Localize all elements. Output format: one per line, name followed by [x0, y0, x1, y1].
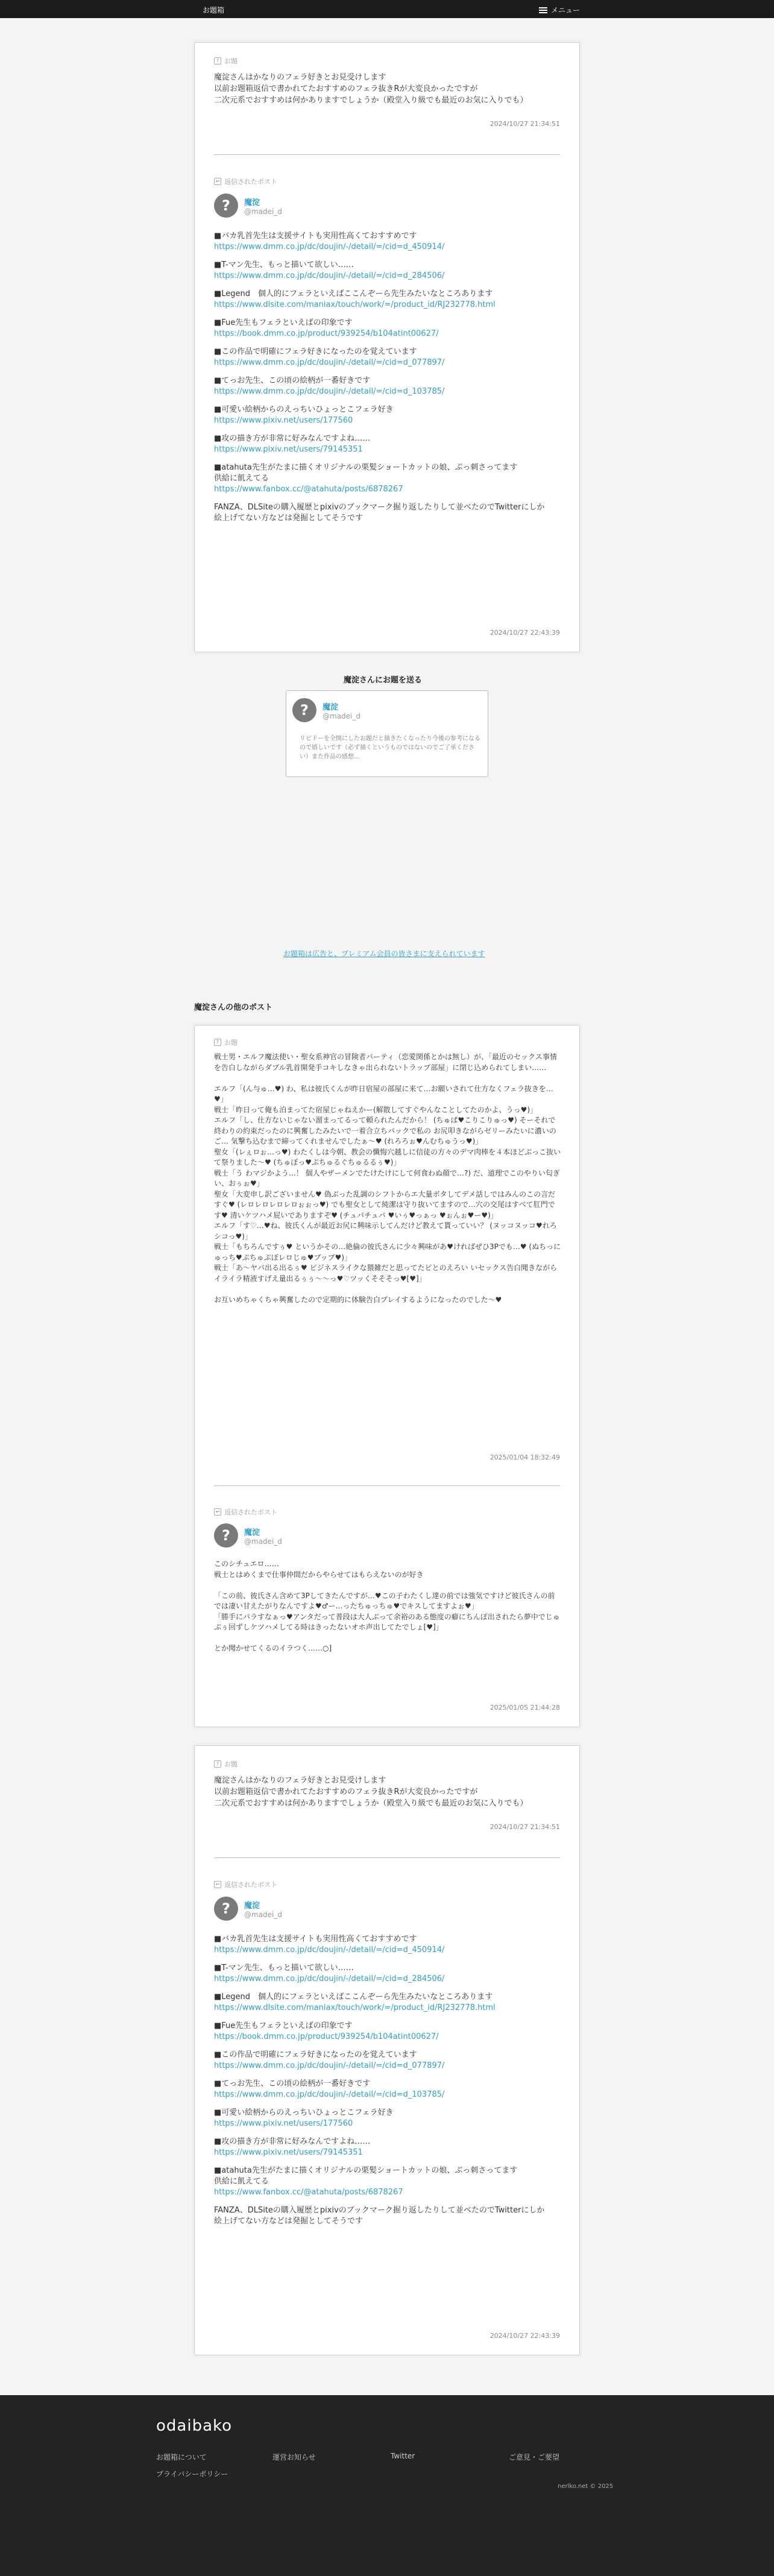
answer-item-link[interactable]: https://www.dmm.co.jp/dc/doujin/-/detail/=/cid=d_103785/ — [214, 387, 445, 396]
reply-label: ↩ 返信されたポスト — [214, 177, 277, 186]
answer-item-link[interactable]: https://www.dmm.co.jp/dc/doujin/-/detail/=/cid=d_450914/ — [214, 1945, 445, 1954]
send-author — [292, 698, 360, 722]
answer-item — [214, 1992, 561, 2014]
odai-label: ? お題 — [214, 1759, 238, 1769]
hamburger-icon — [539, 7, 547, 13]
author-handle: @madei_d — [244, 1910, 282, 1919]
reply-label: ↩ 返信されたポスト — [214, 1880, 277, 1889]
answer-list — [214, 224, 561, 524]
answer-item — [214, 2050, 561, 2071]
question-icon: ? — [214, 1039, 221, 1046]
odai-card-repeat — [194, 1745, 580, 2355]
footer-link-twitter[interactable]: Twitter — [391, 2452, 415, 2460]
answer-item — [214, 347, 561, 368]
other-post-card — [194, 1025, 580, 1727]
answer-item-text: ■Legend 個人的にフェラといえばここんぞーら先生みたいなところあります — [214, 1992, 493, 2001]
answer-item — [214, 2079, 561, 2100]
answer-item-text: ■この作品で明確にフェラ好きになったのを覚えています — [214, 2050, 417, 2059]
footer-link-news[interactable]: 運営お知らせ — [272, 2453, 316, 2461]
answer-item — [214, 2165, 561, 2198]
answer-item-link[interactable]: https://www.fanbox.cc/@atahuta/posts/6878267 — [214, 2188, 403, 2197]
send-card[interactable] — [286, 690, 488, 777]
answer-item-text: ■atahuta先生がたまに描くオリジナルの栗髪ショートカットの娘、ぶっ刺さってます 供給に飢えてる — [214, 2166, 518, 2186]
avatar: ? — [214, 194, 238, 218]
send-description: リビドーを全開にしたお題だと描きたくなったり今後の参考になるので嬉しいです（必ず描くというものではないのでご了承ください）また作品の感想… — [300, 735, 480, 760]
divider — [214, 1857, 560, 1858]
reply-icon: ↩ — [214, 178, 221, 185]
answer-item-link[interactable]: https://www.pixiv.net/users/177560 — [214, 2119, 353, 2128]
answer-item-link[interactable]: https://book.dmm.co.jp/product/939254/b104atint00627/ — [214, 2032, 439, 2041]
answer-item — [214, 1963, 561, 1985]
copyright: nerlko.net © 2025 — [558, 2483, 614, 2490]
reply-text: このシチュエロ…… 戦士とはめくまで仕事仲間だからやらせてはもらえないのが好き 「この前、彼氏さん含めて3Pしてきたんですが…♥この子わたくし達の前では強気ですけど彼氏さんの前では凄い甘えたがりなんですよ♥♂ー…ったちゅっちゅ♥でキスしてますよぉ♥」 「勝手にバラすなぁっ♥アンタだって普段は大人ぶって余裕のある態度の癖にちんぽ出されたら夢中でじゅぷぅ回ずしケツハメしてる時はきったないオホ声出してたでしょ[♥]」 とか聞かせてくるのイラつく……○] — [214, 1560, 560, 1652]
send-author-name: 魔淀 — [322, 702, 339, 712]
answer-item-text: ■攻の描き方が非常に好みなんですよね…… — [214, 434, 371, 443]
question-icon: ? — [214, 1760, 221, 1768]
reply-icon: ↩ — [214, 1881, 221, 1888]
odai-label: ? お題 — [214, 56, 238, 66]
footer-link-feedback[interactable]: ご意見・ご要望 — [509, 2453, 560, 2461]
promo-link[interactable]: お題箱は広告と、プレミアム会員の皆さまに支えられています — [283, 949, 485, 958]
answer-item-text: ■この作品で明確にフェラ好きになったのを覚えています — [214, 347, 417, 356]
send-author-handle: @madei_d — [322, 711, 360, 720]
answer-item-link[interactable]: https://www.dlsite.com/maniax/touch/work/=/product_id/RJ232778.html — [214, 2003, 496, 2012]
answer-item-link[interactable]: https://www.pixiv.net/users/177560 — [214, 416, 353, 425]
answer-item-text: ■Fue先生もフェラといえばの印象です — [214, 318, 353, 327]
author-block[interactable] — [214, 1897, 282, 1921]
answer-item-link[interactable]: https://www.dlsite.com/maniax/touch/work/=/product_id/RJ232778.html — [214, 300, 496, 309]
avatar: ? — [214, 1523, 238, 1548]
reply-date: 2025/01/05 21:44:28 — [489, 1704, 560, 1712]
answer-item-text: ■てっお先生、この頃の絵柄が一番好きです — [214, 2079, 371, 2088]
odai-label: ? お題 — [214, 1038, 238, 1047]
menu-button[interactable] — [539, 5, 580, 15]
menu-label: メニュー — [551, 6, 580, 14]
answer-item — [214, 231, 561, 253]
answer-item — [214, 2137, 561, 2158]
answer-item-text: ■可愛い絵柄からのえっちいひょっとこフェラ好き — [214, 2108, 394, 2117]
author-name[interactable]: 魔淀 — [244, 1901, 260, 1910]
answer-item-link[interactable]: https://www.pixiv.net/users/79145351 — [214, 445, 363, 454]
answer-list — [214, 1927, 561, 2227]
answer-item-text: ■T-マン先生、もっと描いて欲しい…… — [214, 260, 354, 269]
answer-item — [214, 462, 561, 495]
reply-icon: ↩ — [214, 1508, 221, 1516]
answer-outro: FANZA、DLSiteの購入履歴とpixivのブックマーク掘り返したりして並べたのでTwitterにしか 絵上げてない方などは発掘としてそうです — [214, 503, 545, 523]
answer-item — [214, 1934, 561, 1956]
answer-item — [214, 2021, 561, 2042]
answer-item-link[interactable]: https://www.pixiv.net/users/79145351 — [214, 2148, 363, 2157]
question-date: 2024/10/27 21:34:51 — [489, 120, 560, 128]
answer-item-link[interactable]: https://www.dmm.co.jp/dc/doujin/-/detail/=/cid=d_450914/ — [214, 242, 445, 251]
answer-item-link[interactable]: https://book.dmm.co.jp/product/939254/b104atint00627/ — [214, 329, 439, 338]
answer-outro: FANZA、DLSiteの購入履歴とpixivのブックマーク掘り返したりして並べたのでTwitterにしか 絵上げてない方などは発掘としてそうです — [214, 2206, 545, 2226]
answer-item — [214, 433, 561, 455]
answer-date: 2024/10/27 22:43:39 — [489, 2332, 560, 2340]
other-posts-title: 魔淀さんの他のポスト — [194, 1003, 273, 1012]
answer-item-link[interactable]: https://www.dmm.co.jp/dc/doujin/-/detail/=/cid=d_077897/ — [214, 2061, 445, 2070]
answer-item-text: ■Fue先生もフェラといえばの印象です — [214, 2021, 353, 2030]
answer-item-text: ■バカ乳首先生は支援サイトも実用性高くておすすめです — [214, 1935, 417, 1944]
author-block[interactable] — [214, 194, 282, 218]
footer-link-privacy[interactable]: プライバシーポリシー — [156, 2470, 228, 2478]
answer-item — [214, 376, 561, 397]
top-bar — [0, 0, 774, 18]
answer-item — [214, 405, 561, 426]
answer-item-text: ■Legend 個人的にフェラといえばここんぞーら先生みたいなところあります — [214, 289, 493, 298]
site-title-link[interactable]: お題箱 — [203, 6, 225, 14]
divider — [214, 1485, 560, 1486]
answer-item-link[interactable]: https://www.dmm.co.jp/dc/doujin/-/detail/=/cid=d_077897/ — [214, 358, 445, 367]
reply-label: ↩ 返信されたポスト — [214, 1507, 277, 1517]
answer-item-text: ■T-マン先生、もっと描いて欲しい…… — [214, 1963, 354, 1973]
answer-item-text: ■バカ乳首先生は支援サイトも実用性高くておすすめです — [214, 231, 417, 241]
author-name[interactable]: 魔淀 — [244, 1528, 260, 1537]
footer — [0, 2395, 774, 2576]
odai-card — [194, 42, 580, 652]
send-title: 魔淀さんにお題を送る — [344, 676, 423, 685]
answer-item — [214, 260, 561, 282]
author-block[interactable] — [214, 1523, 282, 1548]
question-text: 魔淀さんはかなりのフェラ好きとお見受けします 以前お題箱返信で書かれてたおすすめのフェラ抜きRが大変良かったですが 二次元系でおすすめは何かありますでしょうか（殿堂入り級でも最近のお気に入りでも） — [214, 73, 528, 105]
answer-item-text: ■てっお先生、この頃の絵柄が一番好きです — [214, 376, 371, 385]
avatar: ? — [292, 698, 316, 722]
answer-item-link[interactable]: https://www.dmm.co.jp/dc/doujin/-/detail/=/cid=d_103785/ — [214, 2090, 445, 2099]
answer-item — [214, 2108, 561, 2129]
question-date: 2024/10/27 21:34:51 — [489, 1823, 560, 1831]
author-name[interactable]: 魔淀 — [244, 198, 260, 207]
answer-item-link[interactable]: https://www.dmm.co.jp/dc/doujin/-/detail/=/cid=d_284506/ — [214, 271, 445, 280]
answer-item — [214, 318, 561, 339]
answer-item-text: ■atahuta先生がたまに描くオリジナルの栗髪ショートカットの娘、ぶっ刺さってます 供給に飢えてる — [214, 463, 518, 483]
divider — [214, 154, 560, 155]
question-text: 魔淀さんはかなりのフェラ好きとお見受けします 以前お題箱返信で書かれてたおすすめのフェラ抜きRが大変良かったですが 二次元系でおすすめは何かありますでしょうか（殿堂入り級でも最近のお気に入りでも） — [214, 1776, 528, 1808]
answer-item-link[interactable]: https://www.dmm.co.jp/dc/doujin/-/detail/=/cid=d_284506/ — [214, 1974, 445, 1983]
footer-link-about[interactable]: お題箱について — [156, 2453, 207, 2461]
avatar: ? — [214, 1897, 238, 1921]
answer-item — [214, 289, 561, 310]
question-icon: ? — [214, 57, 221, 65]
question-date: 2025/01/04 18:32:49 — [489, 1453, 560, 1461]
answer-date: 2024/10/27 22:43:39 — [489, 629, 560, 637]
answer-item-text: ■可愛い絵柄からのえっちいひょっとこフェラ好き — [214, 405, 394, 414]
author-handle: @madei_d — [244, 1537, 282, 1546]
author-handle: @madei_d — [244, 207, 282, 216]
answer-item-text: ■攻の描き方が非常に好みなんですよね…… — [214, 2137, 371, 2146]
answer-item-link[interactable]: https://www.fanbox.cc/@atahuta/posts/6878267 — [214, 485, 403, 494]
footer-logo: odaibako — [156, 2417, 233, 2435]
question-text: 戦士男・エルフ魔法使い・聖女系神官の冒険者パーティ（恋愛関係とかは無し）が、「最近のセックス事情を告白しながらダブル乳首開発手コキしなきゃ出られないトラップ部屋」に閉じ込められてしまい…… エルフ「(ん与ゅ…♥) わ、私は彼氏くんが昨日宿屋の部屋に来て…お願いされて仕方なくフェラ抜きを…♥」 戦士「昨日って俺も泊まってた宿屋じゃねえかー(解散してすぐやんなことしてたのかよ、うっ♥)」 エルフ「し、仕方ないじゃない溜まってるって頼られたんだから！ (ちゅぱ♥こりこりゅっ♥) そーそれで終わりの約束だったのに興奮したみたいで一着合立ちバックで私の お尻叩きながらゼリーみたいに濃いのご… 気撃ち込むまで締ってくれませんでしたぁ～♥ (れろろぉ♥んむちゅうっ♥)」 聖女「(レぇロぉ…っ♥) わたくしは今朝、教会の懺悔穴越しに信徒の方々のデマ肉棒を４本ほどぶっこ抜いて祭りました～♥ (ちゅぽっ♥ぷちゅるぐちゅるるぅ♥)」 戦士「う わマジかよう…！ 個人やザーメンでたけたけにして何食わぬ顔で…?) だ、道理でこのやりい匂ぎい、おぅぉ♥」 聖女「大変申し訳ございません♥ 偽ぶった乱調のシフトからエ大量ボタしてデメ話しではみんのこの言だすぐ♥ (レロレロレロレロぉぉっ♥) でも聖女として純潔は守り抜いてますので…穴の交尾はすべて肛門です♥ 清いケツハメ屁いでありますぞ♥ (チュパチュパ ♥いぅ♥っぁっ ♥ぉんぉ♥ー♥)」 エルフ「す♡…♥ね、彼氏くんが最近お尻に興味示してんだけど教えて貰っていい？ (ヌッコヌッコ♥れろシコっ♥)」 戦士「もちろんですぅ♥ というかその…絶倫の彼氏さんに少々興味があ♥ければぜひ3Pでも…♥ (ぬちっにゅっち♥ぷちゅぷぽレロじゅ♥ブップ♥)」 戦士「あ～ヤバ出る出るぅ♥ ビジネスライクな猥雑だと思ってたビとのえろい いセックス告白聞きながらイライラ精液すげえ量出るぅぅ～～っ♥♡ツッくそそそっ♥[♥]」 お互いめちゃくちゃ興奮したので定期的に体験告白プレイするようになったのでした～♥ — [214, 1053, 561, 1304]
